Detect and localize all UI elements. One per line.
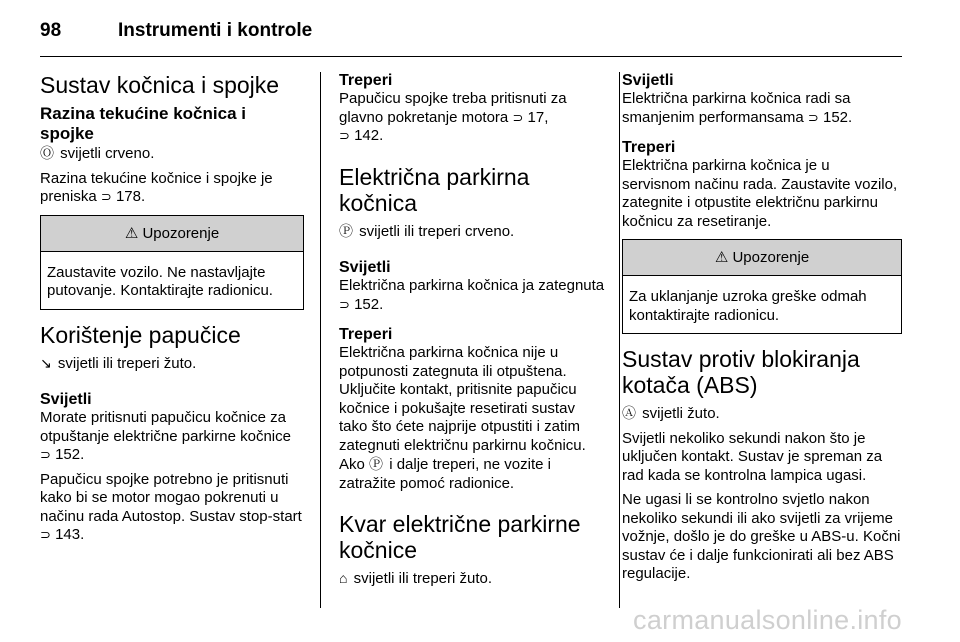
warning-header: ⚠ Upozorenje [41, 216, 303, 252]
subheading: Svijetli [622, 72, 674, 89]
warning-header: ⚠ Upozorenje [623, 240, 901, 276]
page-ref-icon: ⊃ [40, 527, 51, 542]
section-heading: Sustav kočnica i spojke [40, 72, 280, 98]
column-divider [320, 72, 321, 608]
section-heading: Sustav protiv blokiranja kotača (ABS) [622, 346, 860, 398]
warning-box [622, 239, 902, 334]
warning-box [40, 215, 304, 310]
page-ref-icon: ⊃ [339, 296, 350, 312]
section-heading: Električna parkirna kočnica [339, 163, 530, 216]
warning-text: Za uklanjanje uzroka greške odmah kontaktirajte radionicu. [629, 288, 867, 324]
page-ref-icon: ⊃ [40, 447, 51, 462]
pedal-icon: ↘ [40, 354, 52, 371]
subsection-heading: Razina tekućine kočnica i spojke [40, 104, 246, 143]
paragraph: Električna parkirna kočnica nije u potpunosti zategnuta ili otpuštena. Uključite kontakt, pritisnite papučicu kočnice i pokušajte resetirati sustav tako što ćete najprije otpustiti i zatim zategnuti električnu parkirnu kočnicu. Ako Ⓟ i dalje treperi, ne vozite i zatražite pomoć radionice. [339, 344, 586, 492]
subheading: Treperi [339, 326, 393, 343]
column-3 [622, 72, 902, 590]
paragraph: Električna parkirna kočnica je u servisnom načinu rada. Zaustavite vozilo, zategnite i otpustite električnu parkirnu kočnicu za resetiranje. [622, 157, 898, 230]
column-1 [40, 72, 304, 551]
page-header [40, 20, 312, 50]
paragraph: Papučicu spojke potrebno je pritisnuti kako bi se motor mogao pokrenuti u načinu rada Autostop. Sustav stop-start ⊃ 143. [40, 470, 302, 543]
paragraph: Električna parkirna kočnica ja zategnuta ⊃ 152. [339, 277, 605, 313]
watermark: carmanualsonline.info [633, 605, 902, 635]
warning-text: Zaustavite vozilo. Ne nastavljajte putovanje. Kontaktirajte radionicu. [47, 263, 273, 299]
warning-icon: ⚠ [124, 224, 139, 242]
subheading: Svijetli [339, 259, 391, 276]
parking-brake-icon: Ⓟ [339, 222, 353, 239]
subheading: Svijetli [40, 391, 92, 408]
page-number: 98 [40, 20, 62, 41]
warning-icon: ⚠ [714, 249, 729, 266]
paragraph: ↘ svijetli ili treperi žuto. [40, 354, 197, 372]
paragraph: Papučicu spojke treba pritisnuti za glavno pokretanje motora ⊃ 17, ⊃ 142. [339, 90, 567, 144]
column-divider [619, 72, 620, 608]
brake-fault-icon: ⌂ [339, 570, 348, 586]
paragraph: Ⓟ svijetli ili treperi crveno. [339, 222, 515, 240]
page-ref-icon: ⊃ [339, 128, 350, 143]
page-ref-icon: ⊃ [512, 109, 524, 125]
paragraph: Ne ugasi li se kontrolno svjetlo nakon nekoliko sekundi ili ako svijetli za vrijeme vožnje, došlo je do greške u ABS-u. Kočni sustav će i dalje funkcionirati ali bez ABS regulacije. [622, 491, 901, 582]
paragraph: Ⓞ svijetli crveno. [40, 145, 155, 162]
section-heading: Korištenje papučice [40, 321, 241, 348]
header-rule [40, 56, 902, 57]
subheading: Treperi [622, 139, 676, 156]
paragraph: Morate pritisnuti papučicu kočnice za otpuštanje električne parkirne kočnice ⊃ 152. [40, 409, 291, 463]
brake-fluid-icon: Ⓞ [40, 145, 54, 161]
running-title: Instrumenti i kontrole [118, 20, 313, 41]
subheading: Treperi [339, 72, 393, 89]
parking-brake-icon: Ⓟ [369, 456, 384, 472]
paragraph: Razina tekućine kočnice i spojke je preniska ⊃ 178. [40, 169, 273, 205]
abs-icon: Ⓐ [622, 405, 636, 421]
section-heading: Kvar električne parkirne kočnice [339, 511, 581, 563]
column-2 [339, 72, 605, 595]
paragraph: ⌂ svijetli ili treperi žuto. [339, 570, 493, 587]
paragraph: Električna parkirna kočnica radi sa smanjenim performansama ⊃ 152. [622, 90, 853, 126]
paragraph: Ⓐ svijetli žuto. [622, 405, 720, 422]
page-ref-icon: ⊃ [100, 189, 112, 204]
paragraph: Svijetli nekoliko sekundi nakon što je uključen kontakt. Sustav je spreman za rad kada se kontrolna lampica ugasi. [622, 429, 883, 484]
page-ref-icon: ⊃ [807, 109, 819, 125]
